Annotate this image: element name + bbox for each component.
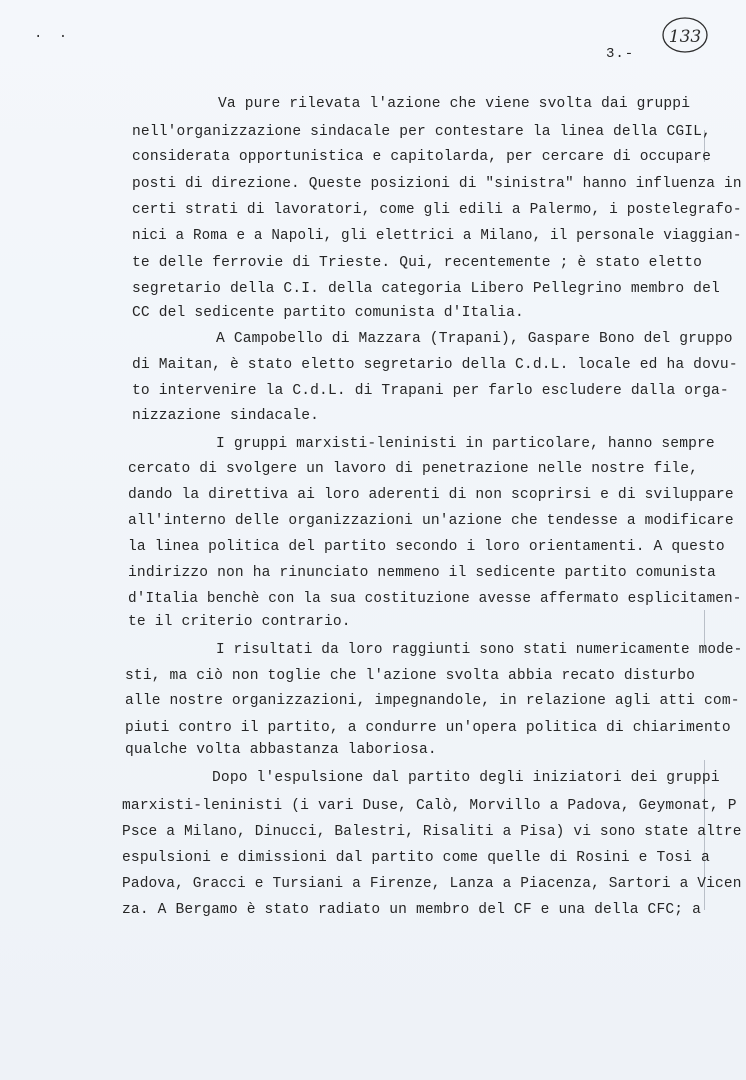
text-line: nici a Roma e a Napoli, gli elettrici a Milano, il personale viaggian-: [132, 228, 742, 244]
corner-marks: . .: [34, 26, 72, 42]
text-line: dando la direttiva ai loro aderenti di non scoprirsi e di sviluppare: [128, 487, 734, 503]
text-line: certi strati di lavoratori, come gli edili a Palermo, i postelegrafo-: [132, 202, 742, 218]
text-line: cercato di svolgere un lavoro di penetrazione nelle nostre file,: [128, 461, 699, 477]
text-line: nizzazione sindacale.: [132, 408, 320, 424]
text-line: all'interno delle organizzazioni un'azione che tendesse a modificare: [128, 513, 734, 529]
text-line: considerata opportunistica e capitolarda, per cercare di occupare: [132, 149, 711, 165]
text-line: to intervenire la C.d.L. di Trapani per farlo escludere dalla orga-: [132, 383, 729, 399]
text-line: posti di direzione. Queste posizioni di "sinistra" hanno influenza in: [132, 176, 742, 192]
text-line: Va pure rilevata l'azione che viene svolta dai gruppi: [218, 96, 691, 112]
text-line: segretario della C.I. della categoria Libero Pellegrino membro del: [132, 281, 720, 297]
text-line: I risultati da loro raggiunti sono stati numericamente mode-: [216, 642, 743, 658]
text-line: nell'organizzazione sindacale per contestare la linea della CGIL,: [132, 124, 711, 140]
text-line: qualche volta abbastanza laboriosa.: [125, 742, 437, 758]
page-number: 3.-: [606, 46, 635, 62]
text-line: Dopo l'espulsione dal partito degli iniziatori dei gruppi: [212, 770, 720, 786]
text-line: piuti contro il partito, a condurre un'opera politica di chiarimento: [125, 720, 731, 736]
text-line: di Maitan, è stato eletto segretario della C.d.L. locale ed ha dovu-: [132, 357, 738, 373]
text-line: marxisti-leninisti (i vari Duse, Calò, Morvillo a Padova, Geymonat, P: [122, 798, 737, 814]
text-line: espulsioni e dimissioni dal partito come quelle di Rosini e Tosi a: [122, 850, 710, 866]
text-line: Psce a Milano, Dinucci, Balestri, Risaliti a Pisa) vi sono state altre: [122, 824, 742, 840]
text-line: alle nostre organizzazioni, impegnandole, in relazione agli atti com-: [125, 693, 740, 709]
text-line: indirizzo non ha rinunciato nemmeno il sedicente partito comunista: [128, 565, 716, 581]
text-line: te il criterio contrario.: [128, 614, 351, 630]
text-line: la linea politica del partito secondo i loro orientamenti. A questo: [128, 539, 725, 555]
stamp-number: 133: [668, 27, 702, 47]
text-line: sti, ma ciò non toglie che l'azione svolta abbia recato disturbo: [125, 668, 696, 684]
text-line: za. A Bergamo è stato radiato un membro del CF e una della CFC; a: [122, 902, 701, 918]
text-line: CC del sedicente partito comunista d'Italia.: [132, 305, 524, 321]
text-line: te delle ferrovie di Trieste. Qui, recentemente ; è stato eletto: [132, 255, 703, 271]
text-line: I gruppi marxisti-leninisti in particolare, hanno sempre: [216, 436, 715, 452]
text-line: Padova, Gracci e Tursiani a Firenze, Lanza a Piacenza, Sartori a Vicen: [122, 876, 742, 892]
text-line: A Campobello di Mazzara (Trapani), Gaspare Bono del gruppo: [216, 331, 733, 347]
text-line: d'Italia benchè con la sua costituzione avesse affermato esplicitamen-: [128, 591, 742, 607]
